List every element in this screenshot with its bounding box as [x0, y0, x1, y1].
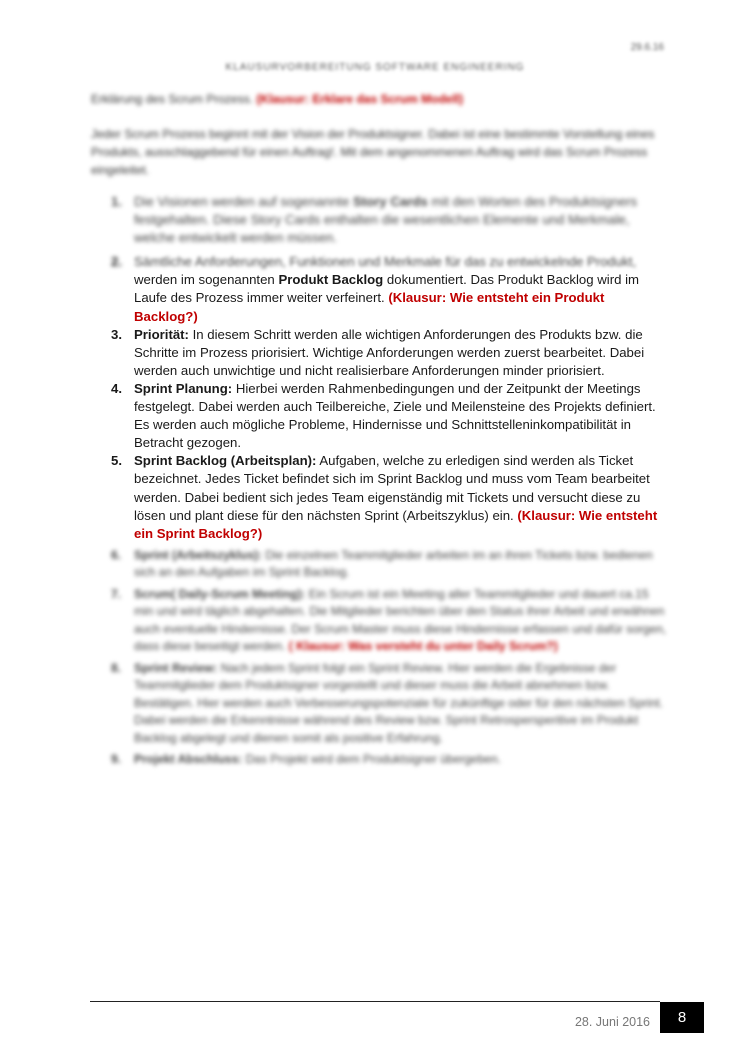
- exam-question: (Klausur: Wie entsteht ein Sprint Backlog?): [134, 507, 658, 541]
- item-text: Die einzelnen Teammitglieder arbeiten im an ihren Tickets bzw. bedienen sich an den Aufgaben im Sprint Backlog.: [134, 547, 653, 580]
- header-title: KLAUSURVORBEREITUNG SOFTWARE ENGINEERING: [225, 62, 525, 73]
- item-number: 4.: [111, 380, 122, 396]
- header-date: 29.6.16: [630, 42, 664, 53]
- item-text: In diesem Schritt werden alle wichtigen Anforderungen des Produkts bzw. die Schritte im Prozess priorisiert. Wichtige Anforderungen werden zuerst bearbeitet. Dabei werden auch unwichtige und nicht realisierbare Anforderungen minder priorisiert.: [134, 326, 645, 378]
- item-term: Priorität:: [134, 326, 189, 342]
- item-number: 2.: [111, 254, 122, 270]
- footer-date: 28. Juni 2016: [574, 1015, 650, 1029]
- page-number: 8: [660, 1002, 704, 1033]
- exam-question: ( Klausur: Was versteht du unter Daily Scrum?): [288, 639, 558, 654]
- item-text: Hierbei werden Rahmenbedingungen und der Zeitpunkt der Meetings festgelegt. Dabei werden auch Teilbereiche, Ziele und Meilensteine des Projekts definiert. Es werden auch mögliche Probleme, Hindernisse und Schnittstelleninkompatibilität in Betracht gezogen.: [134, 380, 656, 451]
- intro-heading-text: Erklärung des Scrum Prozess.: [91, 92, 254, 106]
- item-number: 9.: [111, 752, 122, 767]
- list-item-5: [90, 452, 670, 542]
- list-item-2: [90, 253, 670, 325]
- scrum-steps-list: [90, 193, 670, 769]
- item-term: Scrum( Daily-Scrum Meeting):: [134, 586, 306, 601]
- intro-heading-exam: (Klausur: Erklare das Scrum Modell): [256, 92, 464, 106]
- intro-paragraph: Jeder Scrum Prozess beginnt mit der Vision der Produktsigner. Dabei ist eine bestimmte Vorstellung eines Produkts, ausschlaggebend für einen Auftrag!. Mit dem angenommenen Auftrag wird das Scrum Prozess eingeleitet.: [91, 127, 655, 177]
- item-text: Nach jedem Sprint folgt ein Sprint Review. Hier werden die Ergebnisse der Teammitglieder dem Produktsigner vorgestellt und dieser muss die Arbeit abnehmen bzw. Bestätigen. Hier werden auch Verbesserungspotenziale für zukünftige oder für den nächsten Sprint. Dabei werden die Erkenntnisse während des Review bzw. Sprint Retrospersperitive im Produkt Backlog abgelegt und dienen somit als positive Erfahrung.: [134, 660, 663, 745]
- list-item-7: [90, 586, 670, 656]
- item-text: Die Visionen werden auf sogenannte: [134, 194, 353, 209]
- item-text: dokumentiert. Das Produkt Backlog wird im Laufe des Prozess immer weiter verfeinert.: [134, 272, 640, 306]
- item-number: 1.: [111, 194, 122, 209]
- item-text: Ein Scrum ist ein Meeting aller Teammitglieder und dauert ca.15 min und wird täglich abgehalten. Die Mitglieder berichten über den Status ihrer Arbeit und erwähnen auch eventuelle Hindernisse. Der Scrum Master muss diese Hindernisse erfassen und dafür sorgen, dass diese beseitigt werden.: [134, 586, 667, 654]
- item-text: werden im sogenannten: [134, 272, 279, 288]
- list-item-3: [90, 326, 670, 380]
- item-text-blurred: Sämtliche Anforderungen, Funktionen und Merkmale für das zu entwickelnde Produkt,: [134, 254, 637, 270]
- item-number: 5.: [111, 453, 122, 469]
- item-term: Story Cards: [352, 194, 428, 209]
- item-term: Sprint Review:: [134, 660, 218, 675]
- item-term: Sprint (Arbeitszyklus):: [134, 547, 263, 562]
- item-number: 8.: [111, 660, 122, 675]
- item-text: Das Projekt wird dem Produktsigner übergeben.: [242, 752, 502, 767]
- footer-divider: [90, 1001, 660, 1002]
- list-item-1: [90, 193, 670, 247]
- item-term: Sprint Backlog (Arbeitsplan):: [134, 453, 317, 469]
- item-number: 6.: [111, 547, 122, 562]
- item-number: 3.: [111, 326, 122, 342]
- item-term: Sprint Planung:: [134, 380, 233, 396]
- exam-question: (Klausur: Wie entsteht ein Produkt Backlog?): [134, 290, 605, 324]
- item-text: Aufgaben, welche zu erledigen sind werden als Ticket bezeichnet. Jedes Ticket befindet sich im Sprint Backlog und muss vom Team bearbeitet werden. Dabei bedient sich jedes Team eigenständig mit Tickets und versucht diese zu lösen und plant diese für den nächsten Sprint (Arbeitszyklus) ein.: [134, 453, 650, 523]
- list-item-8: [90, 660, 670, 748]
- item-number: 7.: [111, 586, 122, 601]
- list-item-9: [90, 751, 670, 769]
- list-item-4: [90, 380, 670, 452]
- item-term: Produkt Backlog: [278, 272, 384, 288]
- list-item-6: [90, 547, 670, 582]
- item-text: mit den Worten des Produktsigners festgehalten. Diese Story Cards enthalten die wesentlichen Elemente und Merkmale, welche entwickelt werden müssen.: [134, 194, 638, 246]
- item-term: Projekt Abschluss:: [134, 752, 243, 767]
- intro-heading: [91, 92, 671, 106]
